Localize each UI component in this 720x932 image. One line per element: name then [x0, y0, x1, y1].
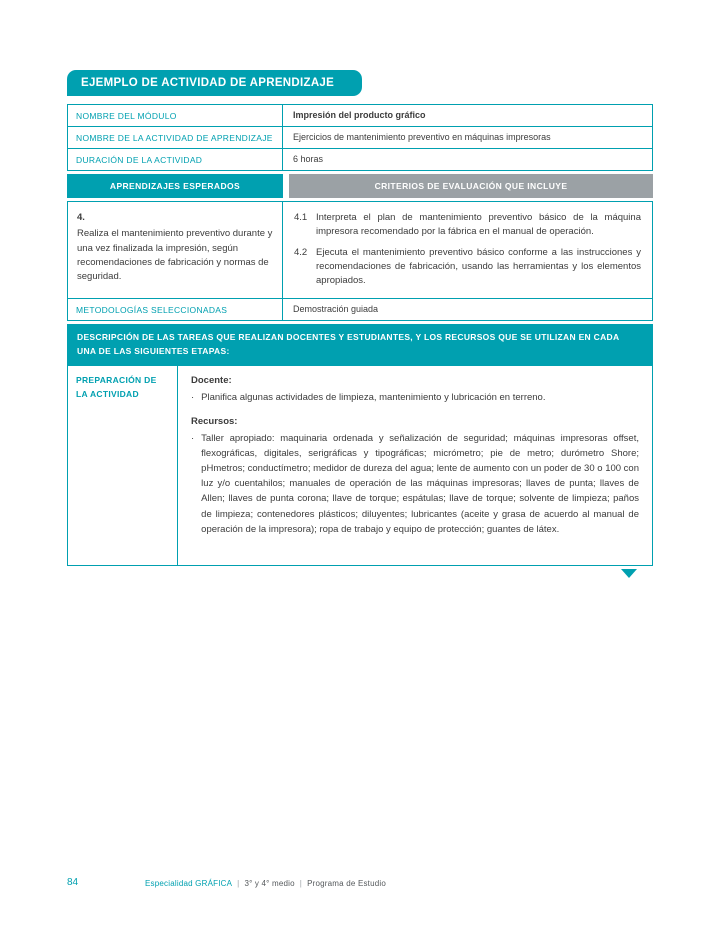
page-title: EJEMPLO DE ACTIVIDAD DE APRENDIZAJE	[67, 70, 362, 96]
footer-specialty: Especialidad GRÁFICA	[145, 879, 233, 888]
module-name-value: Impresión del producto gráfico	[293, 110, 426, 120]
expected-learning-number: 4.	[77, 212, 85, 223]
list-item	[191, 390, 639, 405]
footer-separator: |	[299, 879, 303, 888]
bullet-icon: ·	[191, 392, 195, 404]
criterion-number: 4.1	[294, 212, 308, 223]
table-row	[68, 202, 652, 299]
bullet-icon: ·	[191, 432, 195, 444]
duration-value: 6 horas	[293, 154, 324, 164]
expected-learnings-header: APRENDIZAJES ESPERADOS	[67, 174, 283, 198]
duration-label: DURACIÓN DE LA ACTIVIDAD	[68, 149, 283, 170]
list-item	[191, 431, 639, 537]
learning-criteria-table	[67, 201, 653, 321]
recursos-item-text: Taller apropiado: maquinaria ordenada y señalización de seguridad; máquinas impresoras offset, flexográficas, digitales, serigráficas y tipográficas; micrómetro; pie de metro; durómetro Shore; pHmetros; conductímetro; medidor de dureza del agua; lente de aumento con un poder de 30 o 100 con luz y/o cuentahilos; manuales de operación de las máquinas impresoras; llaves de punta; llaves de Allen; llaves de punta corona; llave de torque; espátulas; llave de torque; solvente de limpieza; paños de limpieza; contenedores plásticos; diluyentes; lubricantes (aceite y grasa de acuerdo al manual de operación de la impresora); ropa de trabajo y equipo de protección; guantes de látex.	[201, 432, 639, 535]
continuation-arrow-icon	[621, 569, 637, 578]
criteria-cell	[283, 202, 652, 298]
criterion-text: Ejecuta el mantenimiento preventivo básico conforme a las instrucciones y recomendaciones de fabricación, usando las herramientas y los elementos apropiados.	[316, 246, 641, 286]
table-row	[68, 149, 652, 170]
recursos-heading: Recursos:	[191, 415, 238, 427]
criterion-text: Interpreta el plan de mantenimiento preventivo básico de la máquina impresora recomendado por la fábrica en el manual de operación.	[316, 212, 641, 238]
stage-label: PREPARACIÓN DE LA ACTIVIDAD	[68, 366, 178, 565]
expected-learning-cell	[68, 202, 283, 298]
page-number: 84	[67, 877, 79, 888]
preparation-section	[67, 366, 653, 566]
methodology-value: Demostración guiada	[293, 304, 379, 315]
table-row	[68, 105, 652, 127]
info-table	[67, 104, 653, 171]
table-row	[68, 127, 652, 149]
preparation-content	[178, 366, 652, 565]
description-band: DESCRIPCIÓN DE LAS TAREAS QUE REALIZAN DOCENTES Y ESTUDIANTES, Y LOS RECURSOS QUE SE UTILIZAN EN CADA UNA DE LAS SIGUIENTES ETAPAS:	[67, 324, 653, 366]
criterion-item	[294, 211, 641, 240]
docente-item-text: Planifica algunas actividades de limpieza, mantenimiento y lubricación en terreno.	[201, 392, 546, 404]
footer-program: Programa de Estudio	[307, 879, 387, 888]
footer-breadcrumb	[145, 879, 386, 888]
column-headers	[67, 174, 653, 198]
criterion-number: 4.2	[294, 246, 308, 258]
criterion-item	[294, 246, 641, 289]
activity-name-label: NOMBRE DE LA ACTIVIDAD DE APRENDIZAJE	[68, 127, 283, 148]
activity-name-value: Ejercicios de mantenimiento preventivo en máquinas impresoras	[293, 132, 551, 142]
footer-grades: 3° y 4° medio	[244, 879, 295, 888]
evaluation-criteria-header: CRITERIOS DE EVALUACIÓN QUE INCLUYE	[289, 174, 653, 198]
module-name-label: NOMBRE DEL MÓDULO	[68, 105, 283, 126]
activity-document	[67, 70, 653, 578]
docente-heading: Docente:	[191, 375, 232, 387]
table-row	[68, 299, 652, 320]
expected-learning-text: Realiza el mantenimiento preventivo durante y una vez finalizada la impresión, según recomendaciones de fabricación y normas de seguridad.	[77, 228, 273, 282]
footer-separator: |	[237, 879, 240, 888]
methodology-label: METODOLOGÍAS SELECCIONADAS	[68, 299, 283, 320]
